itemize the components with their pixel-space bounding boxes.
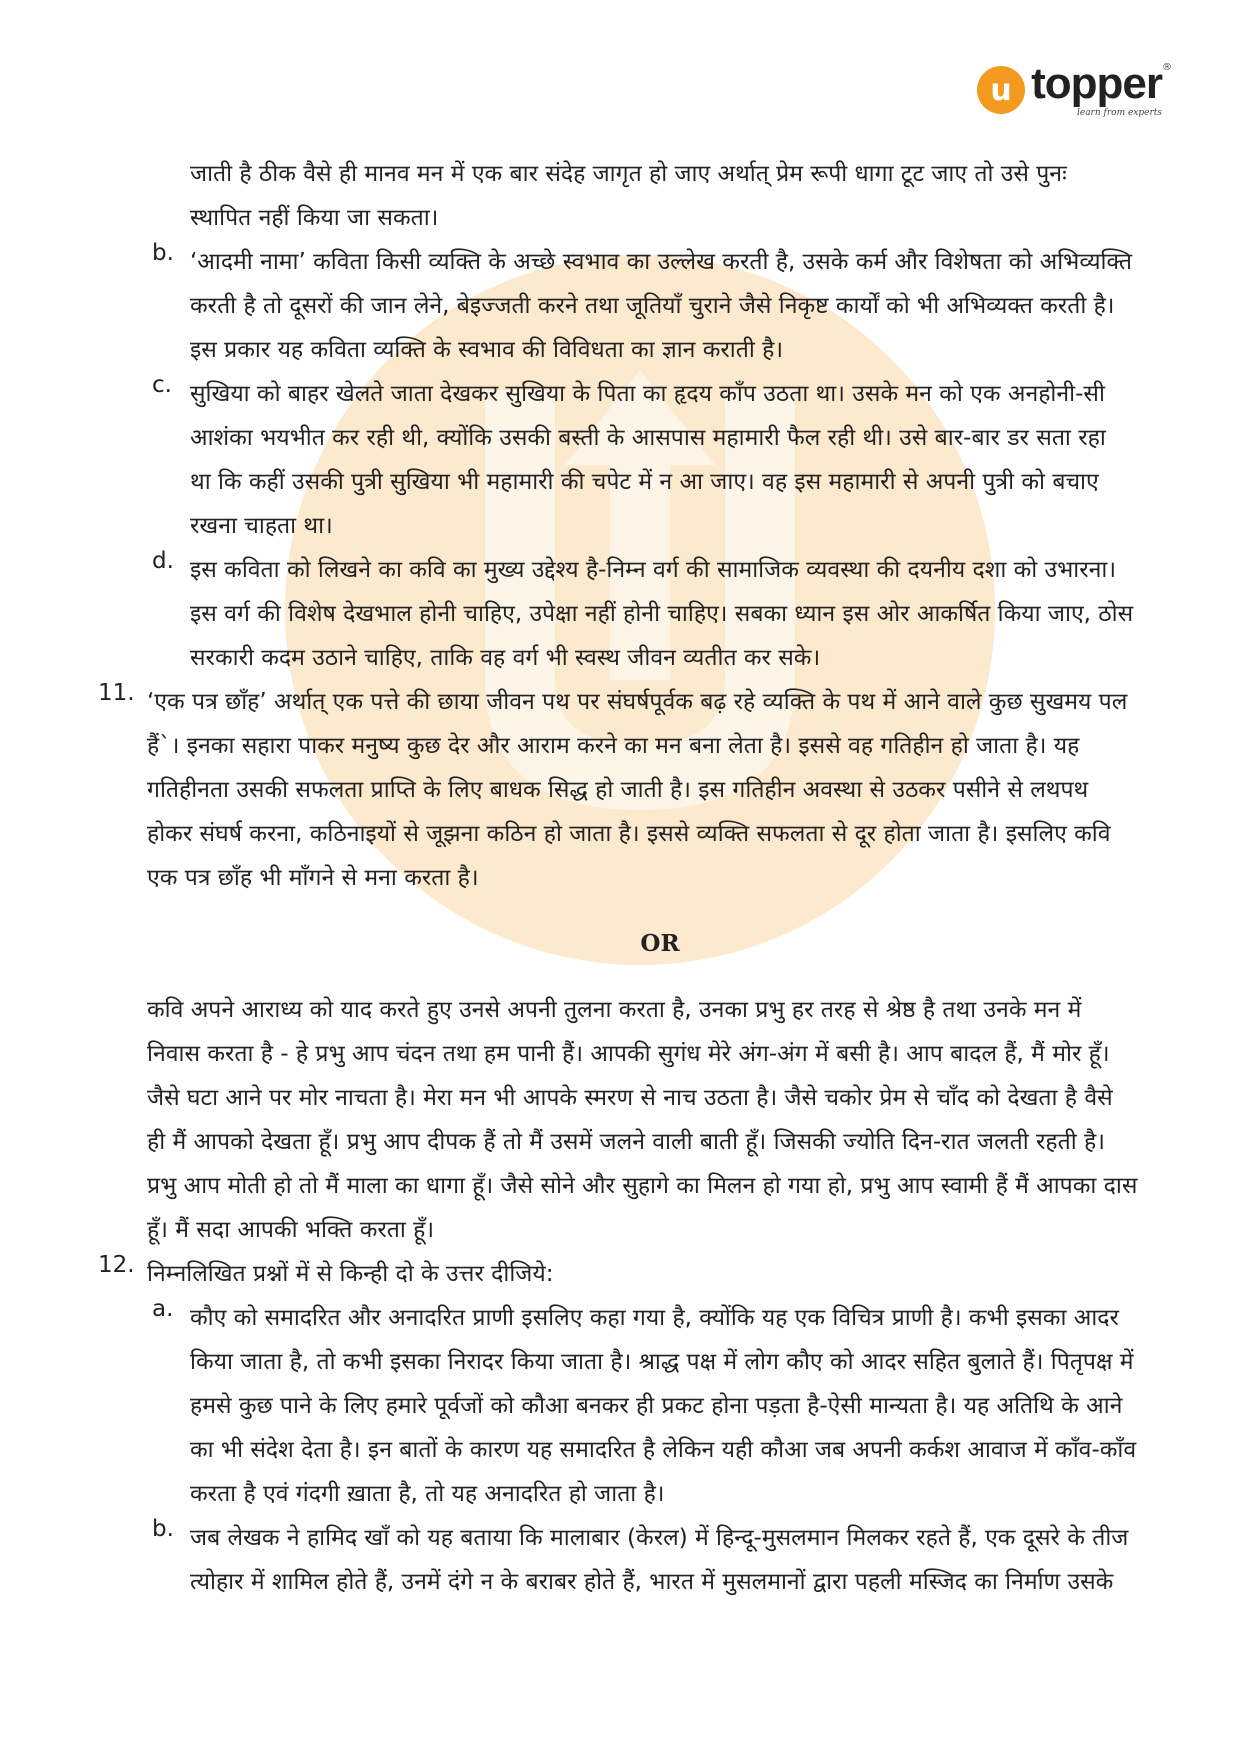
text-line: हैं`। इनका सहारा पाकर मनुष्य कुछ देर और आराम करने का मन बना लेता है। इससे वह गतिहीन हो जाता है। यह xyxy=(147,733,1080,759)
item-label: b. xyxy=(152,1516,174,1542)
text-line: ‘आदमी नामा’ कविता किसी व्यक्ति के अच्छे स्वभाव का उल्लेख करती है, उसके कर्म और विशेषता को अभिव्यक्ति xyxy=(190,249,1132,275)
text-line: होकर संघर्ष करना, कठिनाइयों से जूझना कठिन हो जाता है। इससे व्यक्ति सफलता से दूर होता जाता है। इसलिए कवि xyxy=(147,821,1111,847)
text-line: रखना चाहता था। xyxy=(190,513,333,539)
text-line: करता है एवं गंदगी ख़ाता है, तो यह अनादरित हो जाता है। xyxy=(190,1481,665,1507)
text-line: कौए को समादरित और अनादरित प्राणी इसलिए कहा गया है, क्योंकि यह एक विचित्र प्राणी है। कभी इसका आदर xyxy=(190,1305,1119,1331)
or-separator: OR xyxy=(640,930,680,957)
text-line: स्थापित नहीं किया जा सकता। xyxy=(190,205,439,231)
answer-11 xyxy=(0,680,1240,900)
text-line: जैसे घटा आने पर मोर नाचता है। मेरा मन भी आपके स्मरण से नाच उठता है। जैसे चकोर प्रेम से चाँद को देखता है वैसे xyxy=(147,1085,1113,1111)
question-number: 12. xyxy=(98,1252,135,1278)
continuation-text xyxy=(0,152,1240,240)
text-line: प्रभु आप मोती हो तो मैं माला का धागा हूँ। जैसे सोने और सुहागे का मिलन हो गया हो, प्रभु आप स्वामी हैं मैं आपका दास xyxy=(147,1173,1138,1199)
document-body xyxy=(0,152,1240,1604)
text-line: का भी संदेश देता है। इन बातों के कारण यह समादरित है लेकिन यही कौआ जब अपनी कर्कश आवाज में काँव-काँव xyxy=(190,1437,1137,1463)
item-label: d. xyxy=(152,548,174,574)
text-line: जब लेखक ने हामिद खाँ को यह बताया कि मालाबार (केरल) में हिन्दू-मुसलमान मिलकर रहते हैं, एक दूसरे के तीज xyxy=(190,1525,1129,1551)
text-line: एक पत्र छाँह भी माँगने से मना करता है। xyxy=(147,865,479,891)
logo-tagline: learn from experts xyxy=(1076,108,1162,118)
text-line: निवास करता है - हे प्रभु आप चंदन तथा हम पानी हैं। आपकी सुगंध मेरे अंग-अंग में बसी है। आप बादल हैं, मैं मोर हूँ। xyxy=(147,1041,1110,1067)
text-line: इस प्रकार यह कविता व्यक्ति के स्वभाव की विविधता का ज्ञान कराती है। xyxy=(190,337,784,363)
text-line: इस वर्ग की विशेष देखभाल होनी चाहिए, उपेक्षा नहीं होनी चाहिए। सबका ध्यान इस ओर आकर्षित किया जाए, ठोस xyxy=(190,601,1134,627)
text-line: इस कविता को लिखने का कवि का मुख्य उद्देश्य है-निम्न वर्ग की सामाजिक व्यवस्था की दयनीय दशा को उभारना। xyxy=(190,557,1117,583)
item-label: c. xyxy=(152,372,172,398)
item-label: b. xyxy=(152,240,174,266)
logo-mark: u xyxy=(977,66,1025,114)
text-line: त्योहार में शामिल होते हैं, उनमें दंगे न के बराबर होते हैं, भारत में मुसलमानों द्वारा पहली मस्जिद का निर्माण उसके xyxy=(190,1569,1114,1595)
text-line: ही मैं आपको देखता हूँ। प्रभु आप दीपक हैं तो मैं उसमें जलने वाली बाती हूँ। जिसकी ज्योति दिन-रात जलती रहती है। xyxy=(147,1129,1105,1155)
answer-10d xyxy=(0,548,1240,680)
registered-mark: ® xyxy=(1162,62,1172,73)
answer-12b xyxy=(0,1516,1240,1604)
text-line: करती है तो दूसरों की जान लेने, बेइज्जती करने तथा जूतियाँ चुराने जैसे निकृष्ट कार्यों को भी अभिव्यक्त करती है। xyxy=(190,293,1115,319)
text-line: सरकारी कदम उठाने चाहिए, ताकि वह वर्ग भी स्वस्थ जीवन व्यतीत कर सके। xyxy=(190,645,821,671)
item-label: a. xyxy=(152,1296,174,1322)
answer-10b xyxy=(0,240,1240,372)
text-line: था कि कहीं उसकी पुत्री सुखिया भी महामारी की चपेट में न आ जाए। वह इस महामारी से अपनी पुत्री को बचाए xyxy=(190,469,1099,495)
text-line: ‘एक पत्र छाँह’ अर्थात् एक पत्ते की छाया जीवन पथ पर संघर्षपूर्वक बढ़ रहे व्यक्ति के पथ में आने वाले कुछ सुखमय पल xyxy=(147,689,1128,715)
text-line: आशंका भयभीत कर रही थी, क्योंकि उसकी बस्ती के आसपास महामारी फैल रही थी। उसे बार-बार डर सता रहा xyxy=(190,425,1106,451)
text-line: हूँ। मैं सदा आपकी भक्ति करता हूँ। xyxy=(147,1217,435,1243)
text-line: जाती है ठीक वैसे ही मानव मन में एक बार संदेह जागृत हो जाए अर्थात् प्रेम रूपी धागा टूट जाए तो उसे पुनः xyxy=(190,161,1067,187)
answer-10c xyxy=(0,372,1240,548)
text-line: गतिहीनता उसकी सफलता प्राप्ति के लिए बाधक सिद्ध हो जाती है। इस गतिहीन अवस्था से उठकर पसीने से लथपथ xyxy=(147,777,1089,803)
text-line: कवि अपने आराध्य को याद करते हुए उनसे अपनी तुलना करता है, उनका प्रभु हर तरह से श्रेष्ठ है तथा उनके मन में xyxy=(147,997,1082,1023)
text-line: हमसे कुछ पाने के लिए हमारे पूर्वजों को कौआ बनकर ही प्रकट होना पड़ता है-ऐसी मान्यता है। यह अतिथि के आने xyxy=(190,1393,1123,1419)
text-line: सुखिया को बाहर खेलते जाता देखकर सुखिया के पिता का हृदय काँप उठता था। उसके मन को एक अनहोनी-सी xyxy=(190,381,1105,407)
topper-logo xyxy=(977,59,1172,118)
question-text: निम्नलिखित प्रश्नों में से किन्ही दो के उत्तर दीजिये: xyxy=(147,1261,554,1287)
text-line: किया जाता है, तो कभी इसका निरादर किया जाता है। श्राद्ध पक्ष में लोग कौए को आदर सहित बुलाते हैं। पितृपक्ष में xyxy=(190,1349,1134,1375)
question-number: 11. xyxy=(98,680,135,706)
logo-wordmark: topper xyxy=(1031,59,1162,108)
answer-12a xyxy=(0,1296,1240,1516)
answer-11-or xyxy=(0,988,1240,1252)
question-12 xyxy=(0,1252,1240,1296)
